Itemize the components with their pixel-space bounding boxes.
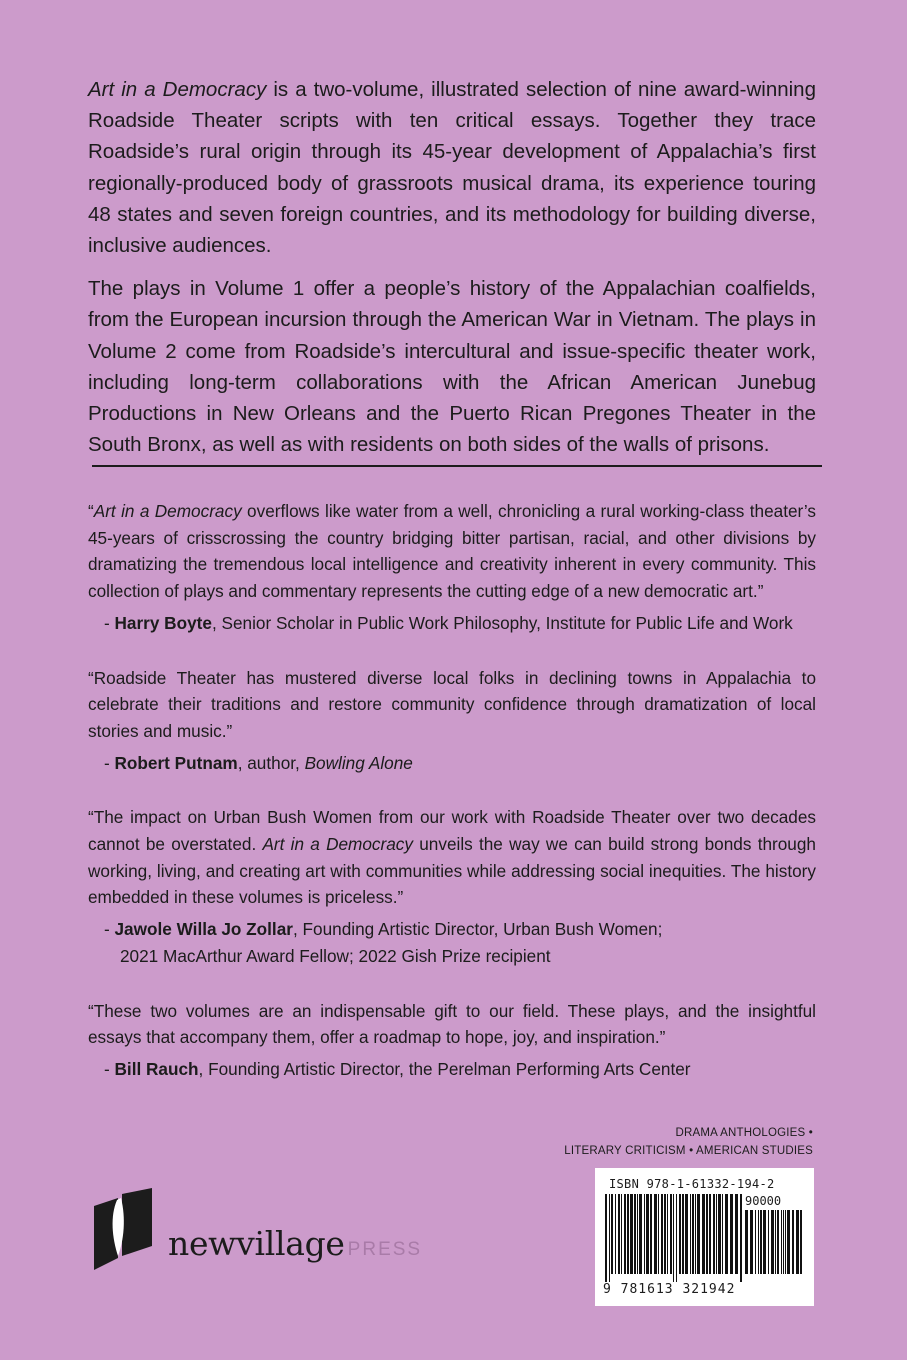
publisher-mark-icon xyxy=(88,1188,160,1278)
barcode-main-icon xyxy=(605,1194,743,1282)
barcode-addon-icon xyxy=(745,1210,803,1282)
endorser-name: Robert Putnam xyxy=(114,752,238,773)
publisher-logo xyxy=(88,1188,448,1278)
endorsement-text: “Roadside Theater has mustered diverse local folks in declining towns in Appalachia to celebrate their traditions and restore community confidence through dramatization of local stories and music.” xyxy=(88,667,816,741)
endorsement-attribution: - Harry Boyte, Senior Scholar in Public Work Philosophy, Institute for Public Life and Work xyxy=(104,612,793,633)
endorsement-text: “The impact on Urban Bush Women from our work with Roadside Theater over two decades cannot be overstated. Art in a Democracy unveils the way we can build strong bonds through working, living, and creating art with communities while addressing social inequities. The history embedded in these volumes is priceless.” xyxy=(88,807,816,908)
endorsement-text: “These two volumes are an indispensable gift to our field. These plays, and the insightful essays that accompany them, offer a roadmap to hope, joy, and inspiration.” xyxy=(88,1000,816,1048)
description-paragraph-1: Art in a Democracy is a two-volume, illustrated selection of nine award-winning Roadside Theater scripts with ten critical essays. Together they trace Roadside’s rural origin through its 45-year development of Appalachia’s first regionally-produced body of grassroots musical drama, its experience touring 48 states and seven foreign countries, and its methodology for building diverse, inclusive audiences. xyxy=(88,78,816,258)
ean-number: 9 781613 321942 xyxy=(603,1282,736,1297)
endorsement-putnam xyxy=(88,665,816,777)
endorsement-attribution: - Jawole Willa Jo Zollar, Founding Artistic Director, Urban Bush Women; 2021 MacArthur Award Fellow; 2022 Gish Prize recipient xyxy=(104,919,663,966)
endorsement-rauch xyxy=(88,998,816,1083)
book-title: Art in a Democracy xyxy=(88,78,267,101)
endorsement-attribution: - Bill Rauch, Founding Artistic Director, the Perelman Performing Arts Center xyxy=(104,1058,691,1079)
isbn-number: ISBN 978-1-61332-194-2 xyxy=(609,1177,775,1191)
subject-categories xyxy=(564,1124,813,1160)
endorser-name: Harry Boyte xyxy=(114,612,212,633)
category-line-2: LITERARY CRITICISM • AMERICAN STUDIES xyxy=(564,1145,813,1157)
endorsement-text: “Art in a Democracy overflows like water from a well, chronicling a rural working-class theater’s 45-years of crisscrossing the country bridging bitter partisan, racial, and other divisions by dramatizing the tremendous local intelligence and creativity inherent in every community. This collection of plays and commentary represents the cutting edge of a new democratic art.” xyxy=(88,501,816,602)
endorsement-attribution: - Robert Putnam, author, Bowling Alone xyxy=(104,752,413,773)
description-paragraph-2: The plays in Volume 1 offer a people’s history of the Appalachian coalfields, from the European incursion through the American War in Vietnam. The plays in Volume 2 come from Roadside’s intercultural and issue-specific theater work, including long-term collaborations with the African American Junebug Productions in New Orleans and the Puerto Rican Pregones Theater in the South Bronx, as well as with residents on both sides of the walls of prisons. xyxy=(88,277,816,457)
section-divider xyxy=(92,465,822,467)
publisher-wordmark: newvillage PRESS xyxy=(168,1224,423,1263)
endorsement-boyte xyxy=(88,498,816,637)
endorser-name: Jawole Willa Jo Zollar xyxy=(114,919,293,940)
endorsements xyxy=(88,498,816,1111)
endorsement-zollar xyxy=(88,804,816,969)
isbn-barcode xyxy=(595,1168,814,1306)
category-line-1: DRAMA ANTHOLOGIES • xyxy=(675,1127,813,1139)
price-code: 90000 xyxy=(745,1194,782,1208)
book-description xyxy=(88,74,816,472)
endorser-name: Bill Rauch xyxy=(114,1058,199,1079)
